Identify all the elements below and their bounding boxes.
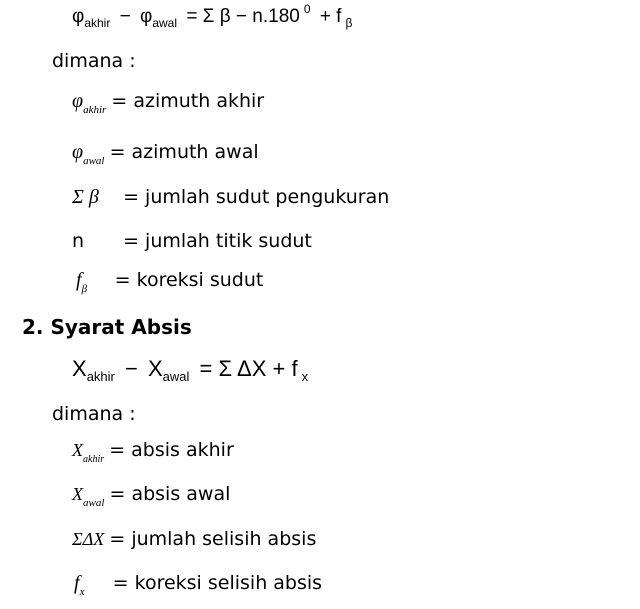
definition-text: = koreksi sudut: [114, 269, 264, 291]
definition-symbol: Σ β: [72, 186, 99, 208]
formula-absis: [72, 356, 308, 382]
subscript-x: x: [301, 369, 309, 384]
definition-symbol: ΣΔX: [72, 529, 105, 549]
definition-row: [72, 90, 265, 116]
dimana-label-2: dimana :: [52, 403, 136, 425]
definition-row: [72, 528, 316, 550]
definition-text: = koreksi selisih absis: [112, 572, 323, 594]
rhs-main: = Σ β − n.180: [186, 6, 300, 27]
minus-sign: −: [125, 356, 138, 381]
phi-symbol: φ: [140, 6, 153, 27]
rhs-absis: = Σ ΔX + f: [199, 356, 298, 381]
x-symbol: X: [147, 356, 163, 381]
subscript-beta: β: [345, 16, 353, 30]
superscript-zero: 0: [303, 2, 311, 16]
section-heading: 2. Syarat Absis: [22, 315, 192, 339]
definition-row: [76, 269, 264, 295]
definition-text: = jumlah titik sudut: [123, 230, 312, 252]
definition-text: = azimuth awal: [109, 141, 259, 163]
subscript-akhir: akhir: [86, 369, 115, 384]
definition-row: [72, 230, 312, 252]
definition-row: [72, 186, 389, 209]
definition-subscript: awal: [83, 497, 105, 509]
definition-subscript: awal: [83, 155, 105, 167]
definition-subscript: x: [79, 586, 85, 598]
definition-symbol: φ: [72, 141, 84, 163]
dimana-label-1: dimana :: [52, 50, 136, 72]
definition-symbol: X: [72, 484, 83, 504]
definition-row: [72, 141, 259, 167]
definition-text: = absis akhir: [109, 439, 234, 461]
definition-text: = absis awal: [109, 483, 231, 505]
definition-text: = azimuth akhir: [111, 90, 265, 112]
definition-symbol: X: [72, 440, 83, 460]
definition-symbol: f: [76, 269, 82, 291]
definition-subscript: akhir: [83, 454, 105, 465]
subscript-akhir: akhir: [84, 16, 111, 30]
definition-text: = jumlah selisih absis: [109, 528, 317, 550]
subscript-awal: awal: [162, 369, 190, 384]
definition-symbol: φ: [72, 90, 84, 112]
definition-symbol: n: [72, 230, 85, 252]
definition-row: [72, 483, 231, 509]
definition-symbol: f: [74, 572, 80, 594]
phi-symbol: φ: [72, 6, 85, 27]
definition-row: [74, 572, 323, 598]
definition-row: [72, 439, 234, 465]
definition-subscript: β: [81, 283, 88, 295]
definition-subscript: akhir: [83, 104, 107, 116]
subscript-awal: awal: [152, 16, 178, 30]
minus-sign: −: [119, 6, 131, 27]
x-symbol: X: [72, 356, 87, 381]
formula-azimuth: [72, 2, 353, 30]
plus-f: + f: [319, 6, 342, 27]
definition-text: = jumlah sudut pengukuran: [123, 186, 390, 208]
